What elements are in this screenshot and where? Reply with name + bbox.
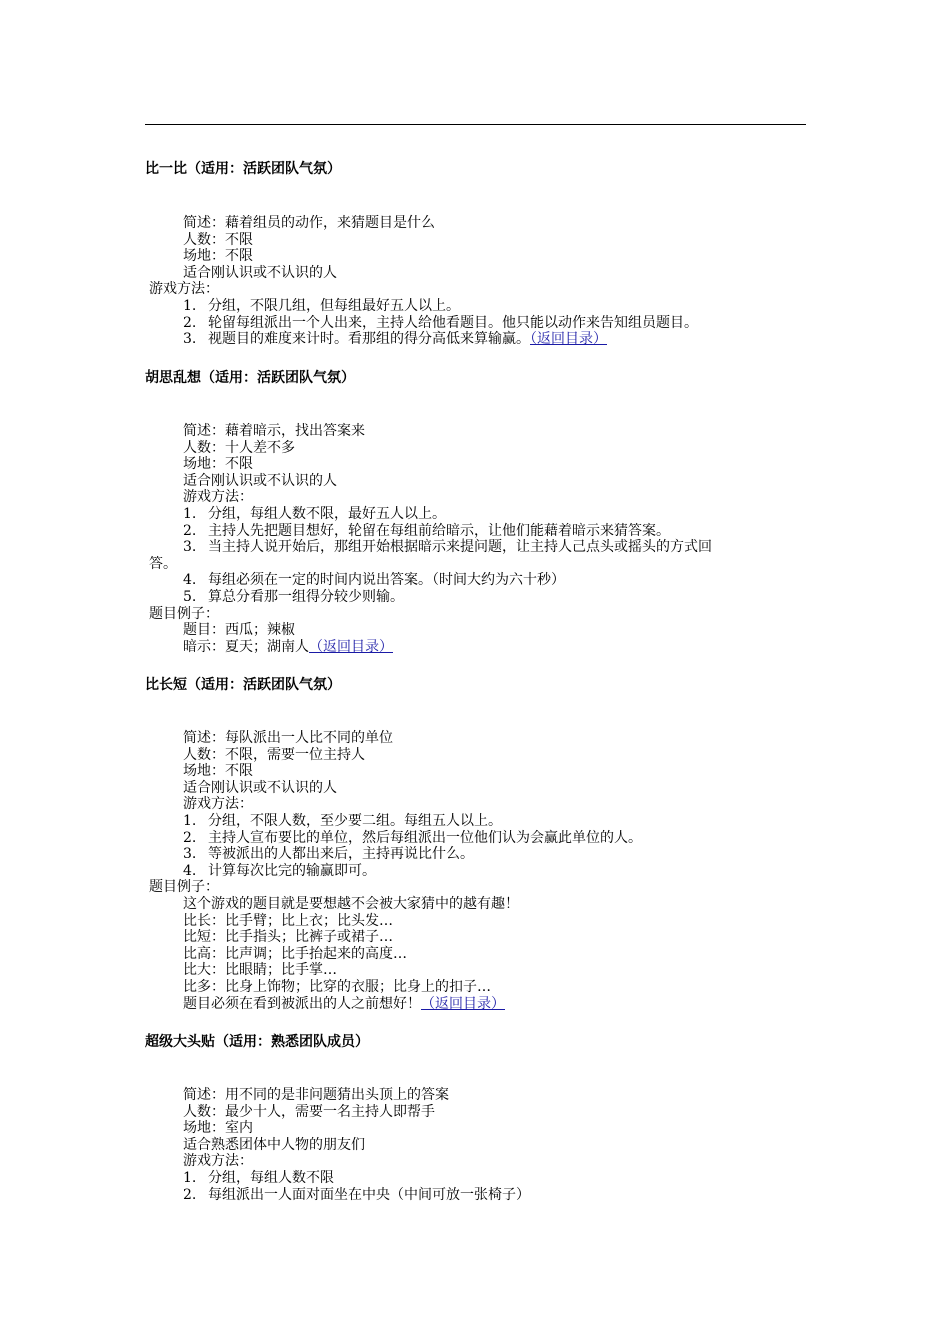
- text-line: [145, 265, 806, 282]
- list-number: 2.: [183, 1186, 197, 1203]
- section-heading: 超级大头贴（适用：熟悉团队成员）: [145, 1034, 369, 1050]
- line-text: 视题目的难度来计时。看那组的得分高低来算输赢。: [208, 331, 530, 348]
- line-text: 场地：室内: [183, 1120, 253, 1137]
- line-text: 算总分看那一组得分较少则输。: [208, 588, 404, 605]
- list-item: [145, 539, 806, 556]
- section-body: [145, 1087, 806, 1203]
- line-text: 场地：不限: [183, 456, 253, 473]
- text-line: [145, 946, 806, 963]
- section-body: [145, 215, 806, 348]
- line-text: 分组，每组人数不限: [208, 1169, 334, 1186]
- line-text: 适合刚认识或不认识的人: [183, 264, 337, 281]
- text-line: [145, 747, 806, 764]
- line-text: 游戏方法：: [183, 1153, 253, 1170]
- line-text: 简述：每队派出一人比不同的单位: [183, 730, 393, 746]
- text-line: [145, 796, 806, 813]
- list-item: [145, 523, 806, 540]
- section-title: [145, 161, 806, 178]
- text-line: [145, 1104, 806, 1121]
- list-item: [145, 863, 806, 880]
- list-number: 1.: [183, 297, 197, 314]
- line-text: 暗示：夏天；湖南人: [183, 638, 309, 655]
- section-heading: 比一比（适用：活跃团队气氛）: [145, 161, 341, 177]
- section-body: [145, 730, 806, 1012]
- text-line: [145, 639, 806, 656]
- text-line: [145, 1137, 806, 1154]
- list-item: [145, 298, 806, 315]
- line-text: 适合熟悉团体中人物的朋友们: [183, 1136, 365, 1153]
- list-item: [145, 572, 806, 589]
- list-item: [145, 315, 806, 332]
- section-heading: 比长短（适用：活跃团队气氛）: [145, 677, 341, 693]
- text-line: [145, 456, 806, 473]
- list-number: 3.: [183, 331, 197, 348]
- section-heading: 胡思乱想（适用：活跃团队气氛）: [145, 370, 355, 386]
- text-line: [145, 606, 806, 623]
- list-item: [145, 331, 806, 348]
- list-item: [145, 1170, 806, 1187]
- line-text: 适合刚认识或不认识的人: [183, 472, 337, 489]
- list-number: 5.: [183, 588, 197, 605]
- list-number: 4.: [183, 862, 197, 879]
- list-number: 3.: [183, 846, 197, 863]
- line-text: 游戏方法：: [183, 796, 253, 813]
- line-text: 比多：比身上饰物；比穿的衣服；比身上的扣子…: [183, 978, 491, 995]
- list-number: 2.: [183, 314, 197, 331]
- text-line: [145, 232, 806, 249]
- line-text: 比短：比手指头；比裤子或裙子…: [183, 929, 393, 946]
- text-line: [145, 896, 806, 913]
- line-text: 比高：比声调；比手抬起来的高度…: [183, 945, 407, 962]
- line-text: 简述：用不同的是非问题猜出头顶上的答案: [183, 1087, 449, 1103]
- line-text: 人数：最少十人，需要一名主持人即帮手: [183, 1103, 435, 1120]
- list-number: 2.: [183, 829, 197, 846]
- header-rule: [145, 124, 806, 125]
- text-line: [145, 473, 806, 490]
- text-line: [145, 248, 806, 265]
- text-line: [145, 423, 806, 440]
- text-line: [145, 979, 806, 996]
- list-number: 1.: [183, 812, 197, 829]
- back-to-toc-link[interactable]: （返回目录）: [421, 995, 505, 1012]
- line-text: 分组，不限几组，但每组最好五人以上。: [208, 297, 460, 314]
- line-text: 计算每次比完的输赢即可。: [208, 862, 376, 879]
- text-line: [145, 913, 806, 930]
- line-text: 题目例子：: [149, 605, 219, 622]
- list-item: [145, 813, 806, 830]
- line-text: 这个游戏的题目就是要想越不会被大家猜中的越有趣！: [183, 895, 519, 912]
- list-item: [145, 589, 806, 606]
- text-line: [145, 440, 806, 457]
- line-text: 分组，不限人数，至少要二组。每组五人以上。: [208, 812, 502, 829]
- list-number: 4.: [183, 572, 197, 589]
- back-to-toc-link[interactable]: （返回目录）: [530, 331, 607, 348]
- line-text: 人数：不限: [183, 231, 253, 248]
- back-to-toc-link[interactable]: （返回目录）: [309, 638, 393, 655]
- line-text: 游戏方法：: [183, 489, 253, 506]
- line-text: 人数：十人差不多: [183, 439, 295, 456]
- line-text: 轮留每组派出一个人出来，主持人给他看题目。他只能以动作来告知组员题目。: [208, 314, 698, 331]
- line-text: 当主持人说开始后，那组开始根据暗示来提问题，让主持人己点头或摇头的方式回: [208, 539, 712, 556]
- text-line: [145, 996, 806, 1013]
- line-text: 场地：不限: [183, 763, 253, 780]
- line-text: 每组必须在一定的时间内说出答案。（时间大约为六十秒）: [208, 572, 565, 589]
- text-line: [145, 489, 806, 506]
- line-text: 题目：西瓜；辣椒: [183, 622, 295, 639]
- line-text: 适合刚认识或不认识的人: [183, 779, 337, 796]
- line-text: 每组派出一人面对面坐在中央（中间可放一张椅子）: [208, 1186, 530, 1203]
- line-text: 答。: [149, 555, 177, 572]
- line-text: 等被派出的人都出来后，主持再说比什么。: [208, 846, 474, 863]
- line-text: 人数：不限，需要一位主持人: [183, 746, 365, 763]
- text-line: [145, 763, 806, 780]
- line-text: 主持人宣布要比的单位，然后每组派出一位他们认为会赢此单位的人。: [208, 829, 642, 846]
- line-text: 主持人先把题目想好，轮留在每组前给暗示，让他们能藉着暗示来猜答案。: [208, 522, 670, 539]
- line-text: 游戏方法：: [149, 281, 219, 298]
- text-line: [145, 1087, 806, 1104]
- text-line: [145, 780, 806, 797]
- section-title: [145, 370, 806, 387]
- text-line: [145, 1120, 806, 1137]
- section-title: [145, 1034, 806, 1051]
- text-line: [145, 962, 806, 979]
- text-line: [145, 929, 806, 946]
- line-text: 比大：比眼睛；比手掌…: [183, 962, 337, 979]
- line-text: 简述：藉着暗示，找出答案来: [183, 423, 365, 439]
- list-number: 1.: [183, 1169, 197, 1186]
- text-line: [145, 556, 806, 573]
- line-text: 简述：藉着组员的动作，来猜题目是什么: [183, 215, 435, 231]
- line-text: 分组，每组人数不限，最好五人以上。: [208, 505, 446, 522]
- list-item: [145, 846, 806, 863]
- text-line: [145, 730, 806, 747]
- list-item: [145, 830, 806, 847]
- list-number: 3.: [183, 539, 197, 556]
- line-text: 题目必须在看到被派出的人之前想好！: [183, 995, 421, 1012]
- text-line: [145, 215, 806, 232]
- section-body: [145, 423, 806, 655]
- line-text: 比长：比手臂；比上衣；比头发…: [183, 912, 393, 929]
- line-text: 题目例子：: [149, 879, 219, 896]
- text-line: [145, 622, 806, 639]
- list-number: 2.: [183, 522, 197, 539]
- line-text: 场地：不限: [183, 248, 253, 265]
- list-item: [145, 1187, 806, 1204]
- section-title: [145, 677, 806, 694]
- text-line: [145, 281, 806, 298]
- text-line: [145, 1153, 806, 1170]
- list-item: [145, 506, 806, 523]
- text-line: [145, 879, 806, 896]
- list-number: 1.: [183, 505, 197, 522]
